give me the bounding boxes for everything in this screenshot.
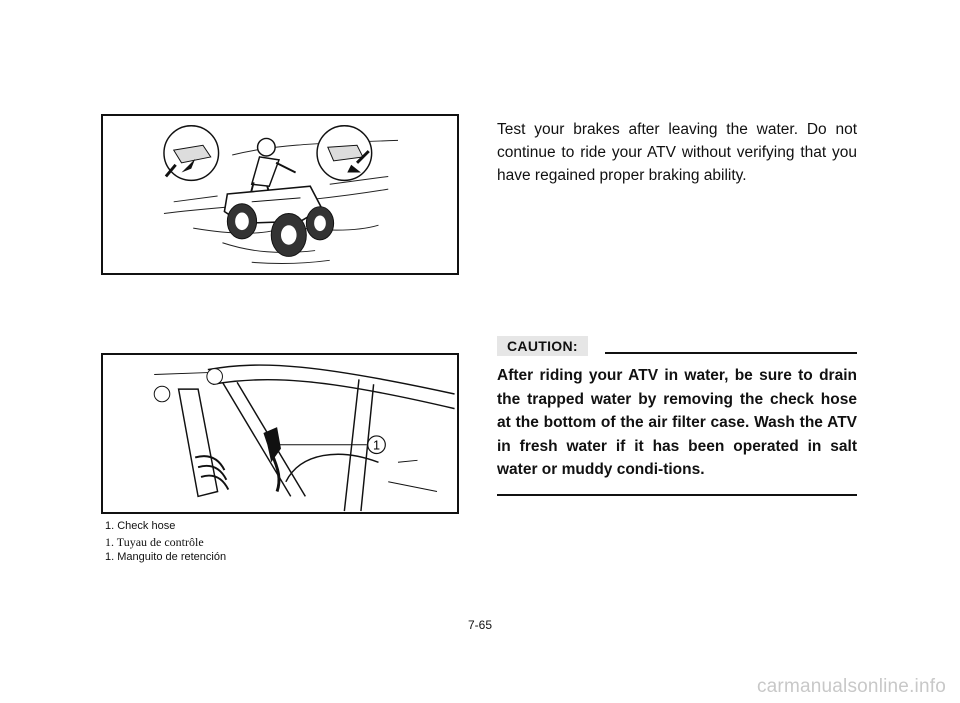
atv-riding-through-water-illustration bbox=[103, 116, 457, 273]
watermark: carmanualsonline.info bbox=[756, 676, 946, 697]
figure-captions bbox=[105, 519, 226, 566]
caution-bottom-rule bbox=[497, 494, 857, 496]
caution-label: CAUTION: bbox=[497, 336, 588, 356]
callout-number: 1 bbox=[373, 438, 381, 453]
caption-french: 1. Tuyau de contrôle bbox=[105, 534, 204, 549]
atv-water-figure bbox=[101, 114, 459, 275]
caution-top-rule bbox=[605, 352, 857, 354]
page-number: 7-65 bbox=[467, 618, 493, 632]
caution-text: After riding your ATV in water, be sure to drain the trapped water by removing the check hose at the bottom of the air filter case. Wash the ATV in fresh water if it has been operated in salt water or muddy condi-tions. bbox=[497, 367, 857, 478]
check-hose-location-illustration bbox=[103, 355, 457, 512]
check-hose-figure bbox=[101, 353, 459, 514]
brake-test-paragraph: Test your brakes after leaving the water. Do not continue to ride your ATV without verifying that you have regained proper braking ability. bbox=[497, 121, 857, 184]
caption-spanish: 1. Manguito de retención bbox=[105, 551, 227, 563]
caution-header bbox=[497, 336, 857, 358]
caption-english: 1. Check hose bbox=[105, 520, 176, 532]
